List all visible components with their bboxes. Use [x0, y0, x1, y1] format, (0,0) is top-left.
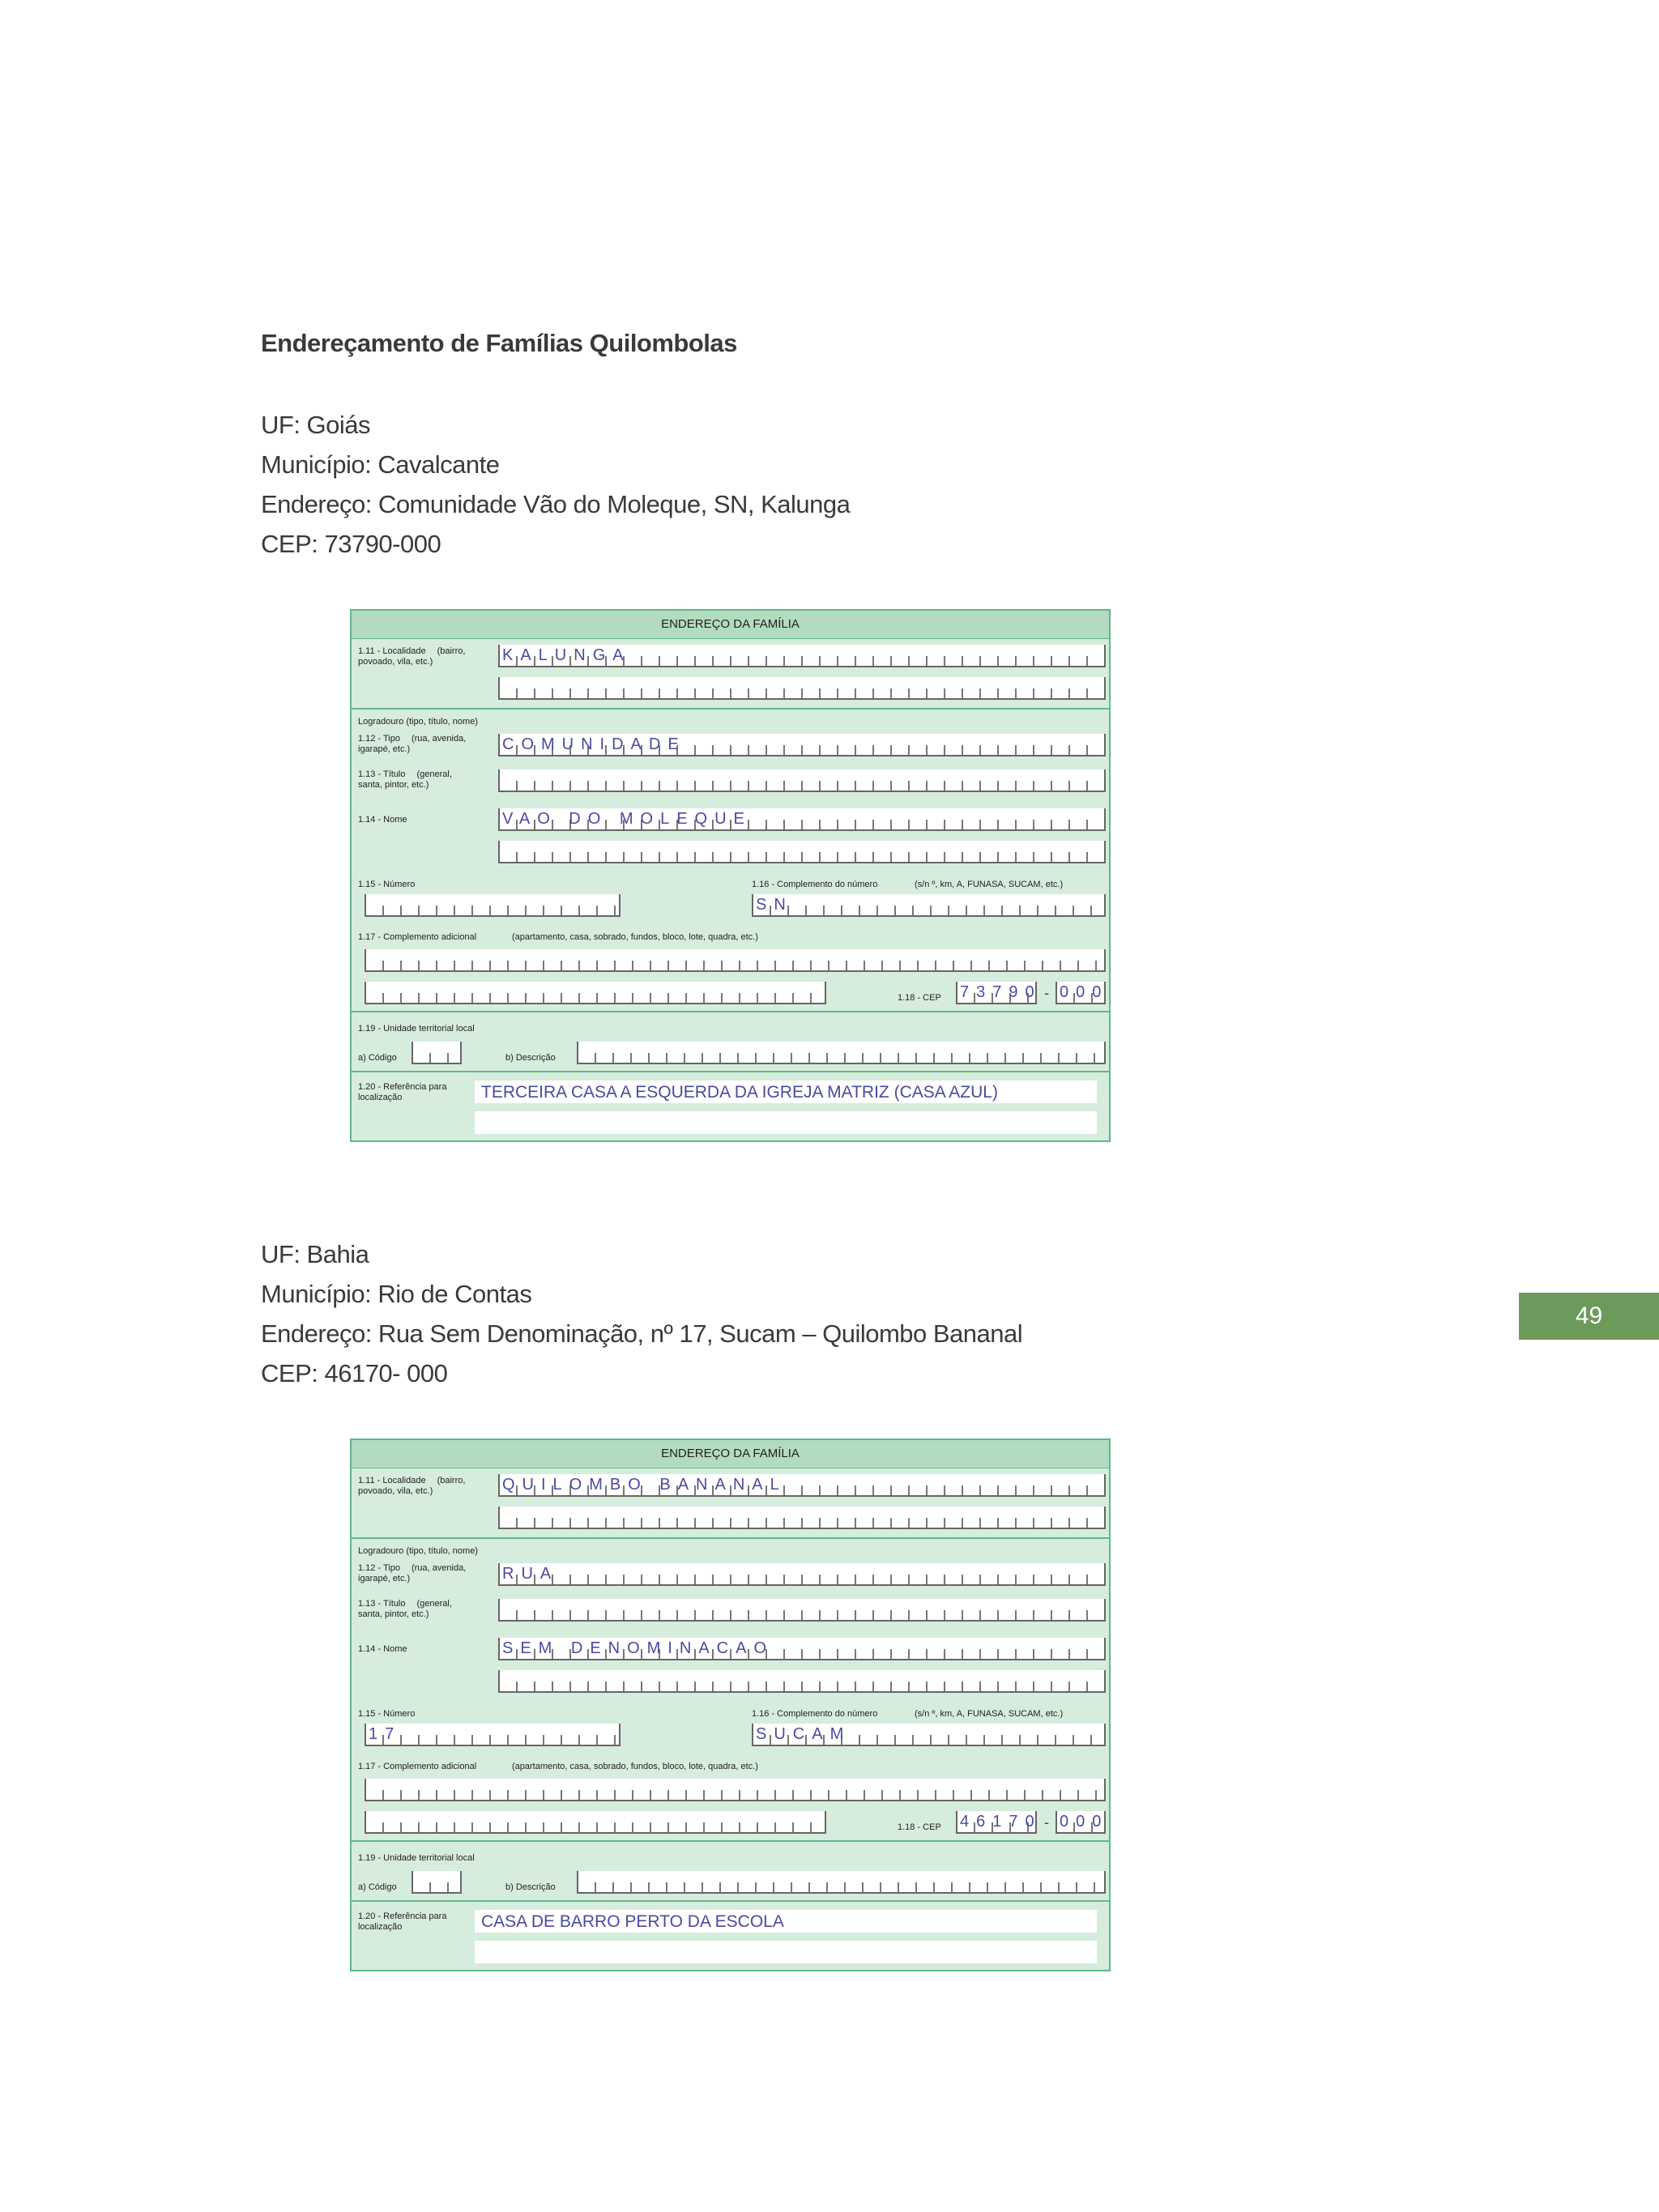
page-number-tab: 49: [1519, 1293, 1659, 1340]
divider: [352, 1071, 1109, 1072]
nome-label: 1.14 - Nome: [358, 815, 407, 825]
logradouro-label: Logradouro (tipo, título, nome): [358, 1546, 478, 1556]
address-form-goias: [350, 609, 1111, 1142]
divider: [352, 1900, 1109, 1902]
complemento-adicional-field[interactable]: [365, 1779, 1106, 1801]
complemento-numero-label: 1.16 - Complemento do número: [752, 880, 878, 889]
codigo-field[interactable]: [412, 1042, 462, 1064]
endereco-line: Endereço: Rua Sem Denominação, nº 17, Sucam – Quilombo Bananal: [261, 1319, 1023, 1348]
complemento-adicional-field-line2[interactable]: [365, 982, 826, 1004]
logradouro-label: Logradouro (tipo, título, nome): [358, 717, 478, 727]
cep-line: CEP: 73790-000: [261, 530, 441, 558]
tipo-label: 1.12 - Tipo (rua, avenida, igarapé, etc.): [358, 1563, 467, 1583]
descricao-label: b) Descrição: [505, 1053, 556, 1063]
titulo-field[interactable]: [498, 1599, 1106, 1622]
uf-line: UF: Goiás: [261, 411, 371, 439]
divider: [352, 708, 1109, 710]
cep-suffix-field[interactable]: 000: [1056, 1811, 1106, 1834]
cep-prefix-field[interactable]: 46170: [956, 1811, 1037, 1834]
municipio-line: Município: Rio de Contas: [261, 1280, 532, 1308]
unidade-label: 1.19 - Unidade territorial local: [358, 1853, 475, 1863]
complemento-adicional-label: 1.17 - Complemento adicional: [358, 932, 477, 942]
address-block-goias: [261, 405, 850, 564]
numero-label: 1.15 - Número: [358, 880, 416, 889]
endereco-line: Endereço: Comunidade Vão do Moleque, SN, Kalunga: [261, 490, 851, 518]
tipo-field[interactable]: COMUNIDADE: [498, 734, 1106, 757]
referencia-field-line2[interactable]: [475, 1941, 1097, 1963]
cep-line: CEP: 46170- 000: [261, 1359, 448, 1387]
complemento-adicional-field-line2[interactable]: [365, 1811, 826, 1834]
referencia-field-line2[interactable]: [475, 1111, 1097, 1134]
localidade-field-line2[interactable]: [498, 677, 1106, 700]
descricao-field[interactable]: [577, 1871, 1106, 1894]
divider: [352, 1011, 1109, 1012]
referencia-label: 1.20 - Referência para localização: [358, 1912, 447, 1932]
localidade-field-line2[interactable]: [498, 1507, 1106, 1529]
codigo-label: a) Código: [358, 1053, 397, 1063]
referencia-label: 1.20 - Referência para localização: [358, 1082, 447, 1102]
titulo-label: 1.13 - Título (general, santa, pintor, etc.): [358, 1599, 452, 1619]
nome-field-line2[interactable]: [498, 841, 1106, 863]
form-header: ENDEREÇO DA FAMÍLIA: [352, 1440, 1109, 1468]
address-block-bahia: [261, 1234, 1022, 1393]
cep-dash: -: [1044, 985, 1049, 1001]
nome-label: 1.14 - Nome: [358, 1644, 407, 1654]
cep-suffix-field[interactable]: 000: [1056, 982, 1106, 1004]
localidade-field[interactable]: QUILOMBO BANANAL: [498, 1474, 1106, 1497]
numero-label: 1.15 - Número: [358, 1709, 416, 1719]
complemento-numero-note: (s/n º, km, A, FUNASA, SUCAM, etc.): [915, 880, 1064, 889]
localidade-label: 1.11 - Localidade (bairro, povoado, vila, etc.): [358, 1476, 466, 1496]
complemento-numero-field[interactable]: SUCAM: [752, 1724, 1106, 1746]
codigo-label: a) Código: [358, 1882, 397, 1892]
descricao-field[interactable]: [577, 1042, 1106, 1064]
complemento-adicional-field[interactable]: [365, 949, 1106, 972]
nome-field-line2[interactable]: [498, 1670, 1106, 1693]
cep-label: 1.18 - CEP: [898, 993, 941, 1003]
page-heading: Endereçamento de Famílias Quilombolas: [261, 329, 737, 357]
divider: [352, 1537, 1109, 1539]
cep-label: 1.18 - CEP: [898, 1822, 941, 1832]
titulo-field[interactable]: [498, 769, 1106, 792]
numero-field[interactable]: 17: [365, 1724, 621, 1746]
referencia-field[interactable]: TERCEIRA CASA A ESQUERDA DA IGREJA MATRIZ (CASA AZUL): [475, 1080, 1097, 1103]
complemento-numero-note: (s/n º, km, A, FUNASA, SUCAM, etc.): [915, 1709, 1064, 1719]
complemento-adicional-label: 1.17 - Complemento adicional: [358, 1762, 477, 1771]
complemento-adicional-note: (apartamento, casa, sobrado, fundos, bloco, lote, quadra, etc.): [512, 932, 758, 942]
nome-field[interactable]: SEM DENOMINACAO: [498, 1638, 1106, 1660]
numero-field[interactable]: [365, 894, 621, 917]
complemento-numero-field[interactable]: SN: [752, 894, 1106, 917]
tipo-label: 1.12 - Tipo (rua, avenida, igarapé, etc.): [358, 734, 467, 754]
referencia-field[interactable]: CASA DE BARRO PERTO DA ESCOLA: [475, 1910, 1097, 1933]
complemento-adicional-note: (apartamento, casa, sobrado, fundos, bloco, lote, quadra, etc.): [512, 1762, 758, 1771]
localidade-label: 1.11 - Localidade (bairro, povoado, vila, etc.): [358, 646, 466, 667]
nome-field[interactable]: VAO DO MOLEQUE: [498, 808, 1106, 831]
cep-dash: -: [1044, 1814, 1049, 1831]
titulo-label: 1.13 - Título (general, santa, pintor, etc.): [358, 769, 452, 790]
municipio-line: Município: Cavalcante: [261, 450, 500, 479]
form-header: ENDEREÇO DA FAMÍLIA: [352, 611, 1109, 639]
uf-line: UF: Bahia: [261, 1240, 369, 1268]
descricao-label: b) Descrição: [505, 1882, 556, 1892]
unidade-label: 1.19 - Unidade territorial local: [358, 1024, 475, 1034]
cep-prefix-field[interactable]: 73790: [956, 982, 1037, 1004]
address-form-bahia: [350, 1438, 1111, 1971]
complemento-numero-label: 1.16 - Complemento do número: [752, 1709, 878, 1719]
divider: [352, 1840, 1109, 1842]
localidade-field[interactable]: KALUNGA: [498, 645, 1106, 667]
codigo-field[interactable]: [412, 1871, 462, 1894]
tipo-field[interactable]: RUA: [498, 1563, 1106, 1586]
